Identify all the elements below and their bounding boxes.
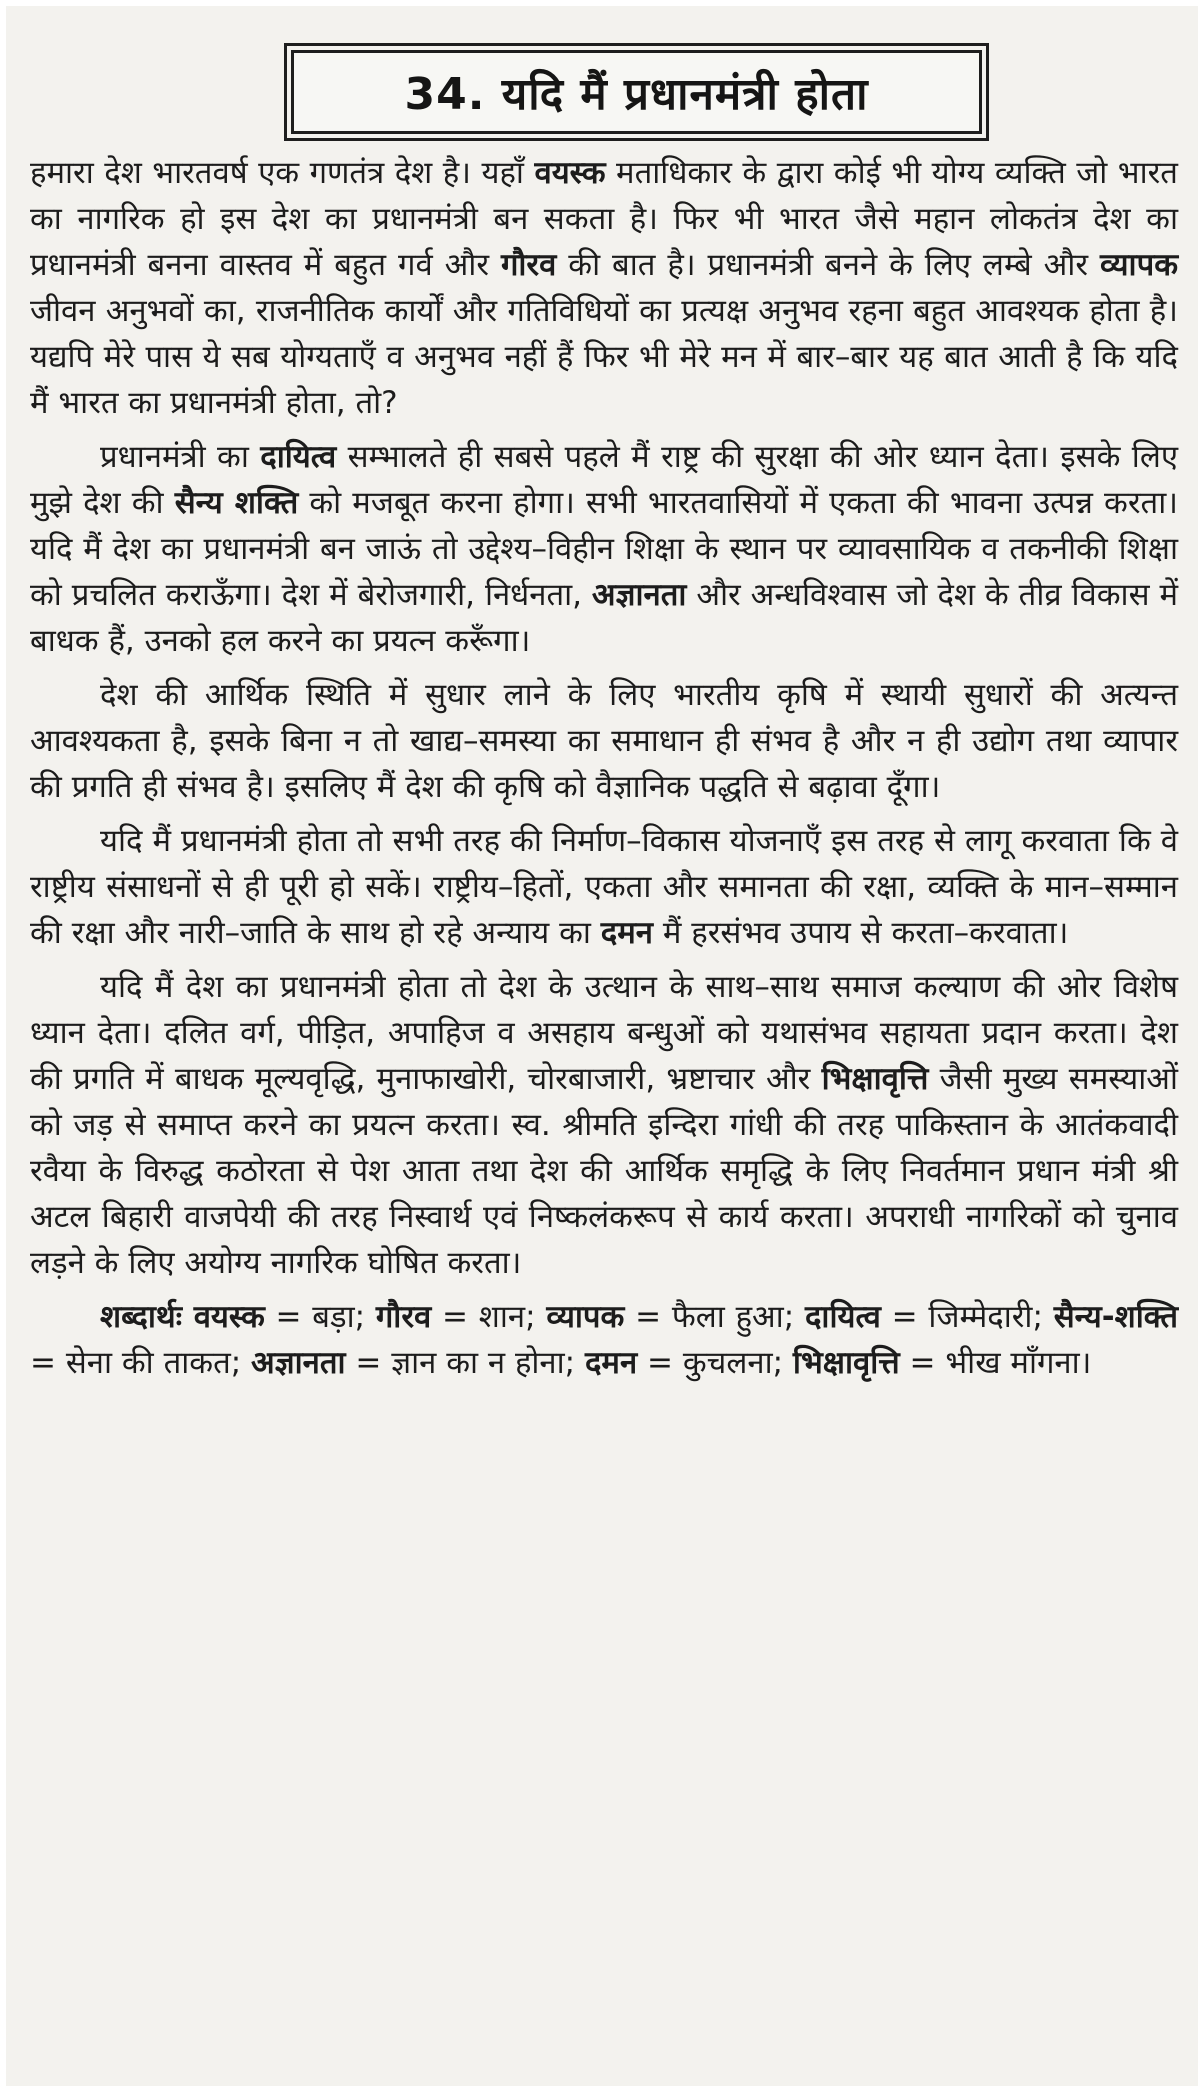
text-run: = सेना की ताकत; bbox=[30, 1345, 252, 1381]
text-run: यदि मैं देश का प्रधानमंत्री होता तो देश के उत्थान के साथ–साथ समाज कल्याण की ओर विशेष ध्यान देता। दलित वर्ग, पीड़ित, अपाहिज व असहाय बन्धुओं को यथासंभव सहायता प्रदान करता। देश की प्रगति में बाधक मूल्यवृद्धि, मुनाफाखोरी, चोरबाजारी, भ्रष्टाचार और bbox=[30, 969, 1178, 1097]
paragraph-3 bbox=[30, 672, 1178, 810]
bold-term: दमन bbox=[584, 1345, 638, 1381]
bold-term: भिक्षावृत्ति bbox=[821, 1061, 929, 1097]
bold-term: शब्दार्थः bbox=[100, 1299, 194, 1335]
text-run: और अन्धविश्वास जो देश के तीव्र विकास में बाधक हैं, उनको हल करने का प्रयत्न करूँगा। bbox=[30, 577, 1178, 659]
bold-term: दायित्व bbox=[804, 1299, 881, 1335]
essay-title: 34. यदि मैं प्रधानमंत्री होता bbox=[291, 50, 982, 134]
text-run: को मजबूत करना होगा। सभी भारतवासियों में एकता की भावना उत्पन्न करता। यदि मैं देश का प्रधानमंत्री बन जाऊं तो उद्देश्य–विहीन शिक्षा के स्थान पर व्यावसायिक व तकनीकी शिक्षा को प्रचलित कराऊँगा। देश में बेरोजगारी, निर्धनता, bbox=[30, 485, 1178, 613]
text-run: सम्भालते ही सबसे पहले मैं राष्ट्र की सुरक्षा की ओर ध्यान देता। इसके लिए मुझे देश की bbox=[30, 439, 1178, 521]
essay-body bbox=[30, 150, 1178, 1394]
text-run: = जिम्मेदारी; bbox=[880, 1299, 1054, 1335]
bold-term: सैन्य शक्ति bbox=[174, 485, 299, 521]
text-run: = शान; bbox=[431, 1299, 547, 1335]
paragraph-1 bbox=[30, 150, 1178, 426]
bold-term: भिक्षावृत्ति bbox=[792, 1345, 900, 1381]
paragraph-2 bbox=[30, 434, 1178, 664]
text-run: मैं हरसंभव उपाय से करता–करवाता। bbox=[652, 915, 1069, 951]
bold-term: वयस्क bbox=[193, 1299, 265, 1335]
bold-term: दमन bbox=[600, 915, 653, 951]
text-run: यदि मैं प्रधानमंत्री होता तो सभी तरह की निर्माण–विकास योजनाएँ इस तरह से लागू करवाता कि वे राष्ट्रीय संसाधनों से ही पूरी हो सकें। राष्ट्रीय–हितों, एकता और समानता की रक्षा, व्यक्ति के मान–सम्मान की रक्षा और नारी–जाति के साथ हो रहे अन्याय का bbox=[30, 823, 1178, 951]
text-run: = फैला हुआ; bbox=[624, 1299, 805, 1335]
bold-term: अज्ञानता bbox=[591, 577, 687, 613]
bold-term: व्यापक bbox=[1099, 247, 1178, 283]
text-run: = भीख माँगना। bbox=[899, 1345, 1092, 1381]
text-run: मताधिकार के द्वारा कोई भी योग्य व्यक्ति जो भारत का नागरिक हो इस देश का प्रधानमंत्री बन सकता है। फिर भी भारत जैसे महान लोकतंत्र देश का प्रधानमंत्री बनना वास्तव में बहुत गर्व और bbox=[30, 155, 1178, 283]
scanned-page bbox=[6, 6, 1198, 2086]
text-run: = कुचलना; bbox=[637, 1345, 793, 1381]
text-run: की बात है। प्रधानमंत्री बनने के लिए लम्बे और bbox=[556, 247, 1100, 283]
paragraph-4 bbox=[30, 818, 1178, 956]
text-run: जैसी मुख्य समस्याओं को जड़ से समाप्त करने का प्रयत्न करता। स्व. श्रीमति इन्दिरा गांधी की तरह पाकिस्तान के आतंकवादी रवैया के विरुद्ध कठोरता से पेश आता तथा देश की आर्थिक समृद्धि के लिए निवर्तमान प्रधान मंत्री श्री अटल बिहारी वाजपेयी की तरह निस्वार्थ एवं निष्कलंकरूप से कार्य करता। अपराधी नागरिकों को चुनाव लड़ने के लिए अयोग्य नागरिक घोषित करता। bbox=[30, 1061, 1178, 1281]
bold-term: गौरव bbox=[500, 247, 557, 283]
text-run: = ज्ञान का न होना; bbox=[345, 1345, 585, 1381]
glossary bbox=[30, 1294, 1178, 1386]
text-run: देश की आर्थिक स्थिति में सुधार लाने के लिए भारतीय कृषि में स्थायी सुधारों की अत्यन्त आवश्यकता है, इसके बिना न तो खाद्य–समस्या का समाधान ही संभव है और न ही उद्योग तथा व्यापार की प्रगति ही संभव है। इसलिए मैं देश की कृषि को वैज्ञानिक पद्धति से बढ़ावा दूँगा। bbox=[30, 677, 1178, 805]
bold-term: दायित्व bbox=[260, 439, 337, 475]
bold-term: सैन्य-शक्ति bbox=[1053, 1299, 1179, 1335]
text-run: = बड़ा; bbox=[264, 1299, 376, 1335]
bold-term: वयस्क bbox=[534, 155, 606, 191]
text-run: हमारा देश भारतवर्ष एक गणतंत्र देश है। यहाँ bbox=[30, 155, 535, 191]
bold-term: व्यापक bbox=[546, 1299, 625, 1335]
text-run: जीवन अनुभवों का, राजनीतिक कार्यों और गतिविधियों का प्रत्यक्ष अनुभव रहना बहुत आवश्यक होता है। यद्यपि मेरे पास ये सब योग्यताएँ व अनुभव नहीं हैं फिर भी मेरे मन में बार–बार यह बात आती है कि यदि मैं भारत का प्रधानमंत्री होता, तो? bbox=[30, 293, 1178, 421]
bold-term: अज्ञानता bbox=[251, 1345, 346, 1381]
bold-term: गौरव bbox=[375, 1299, 432, 1335]
text-run: प्रधानमंत्री का bbox=[100, 439, 261, 475]
paragraph-5 bbox=[30, 964, 1178, 1286]
